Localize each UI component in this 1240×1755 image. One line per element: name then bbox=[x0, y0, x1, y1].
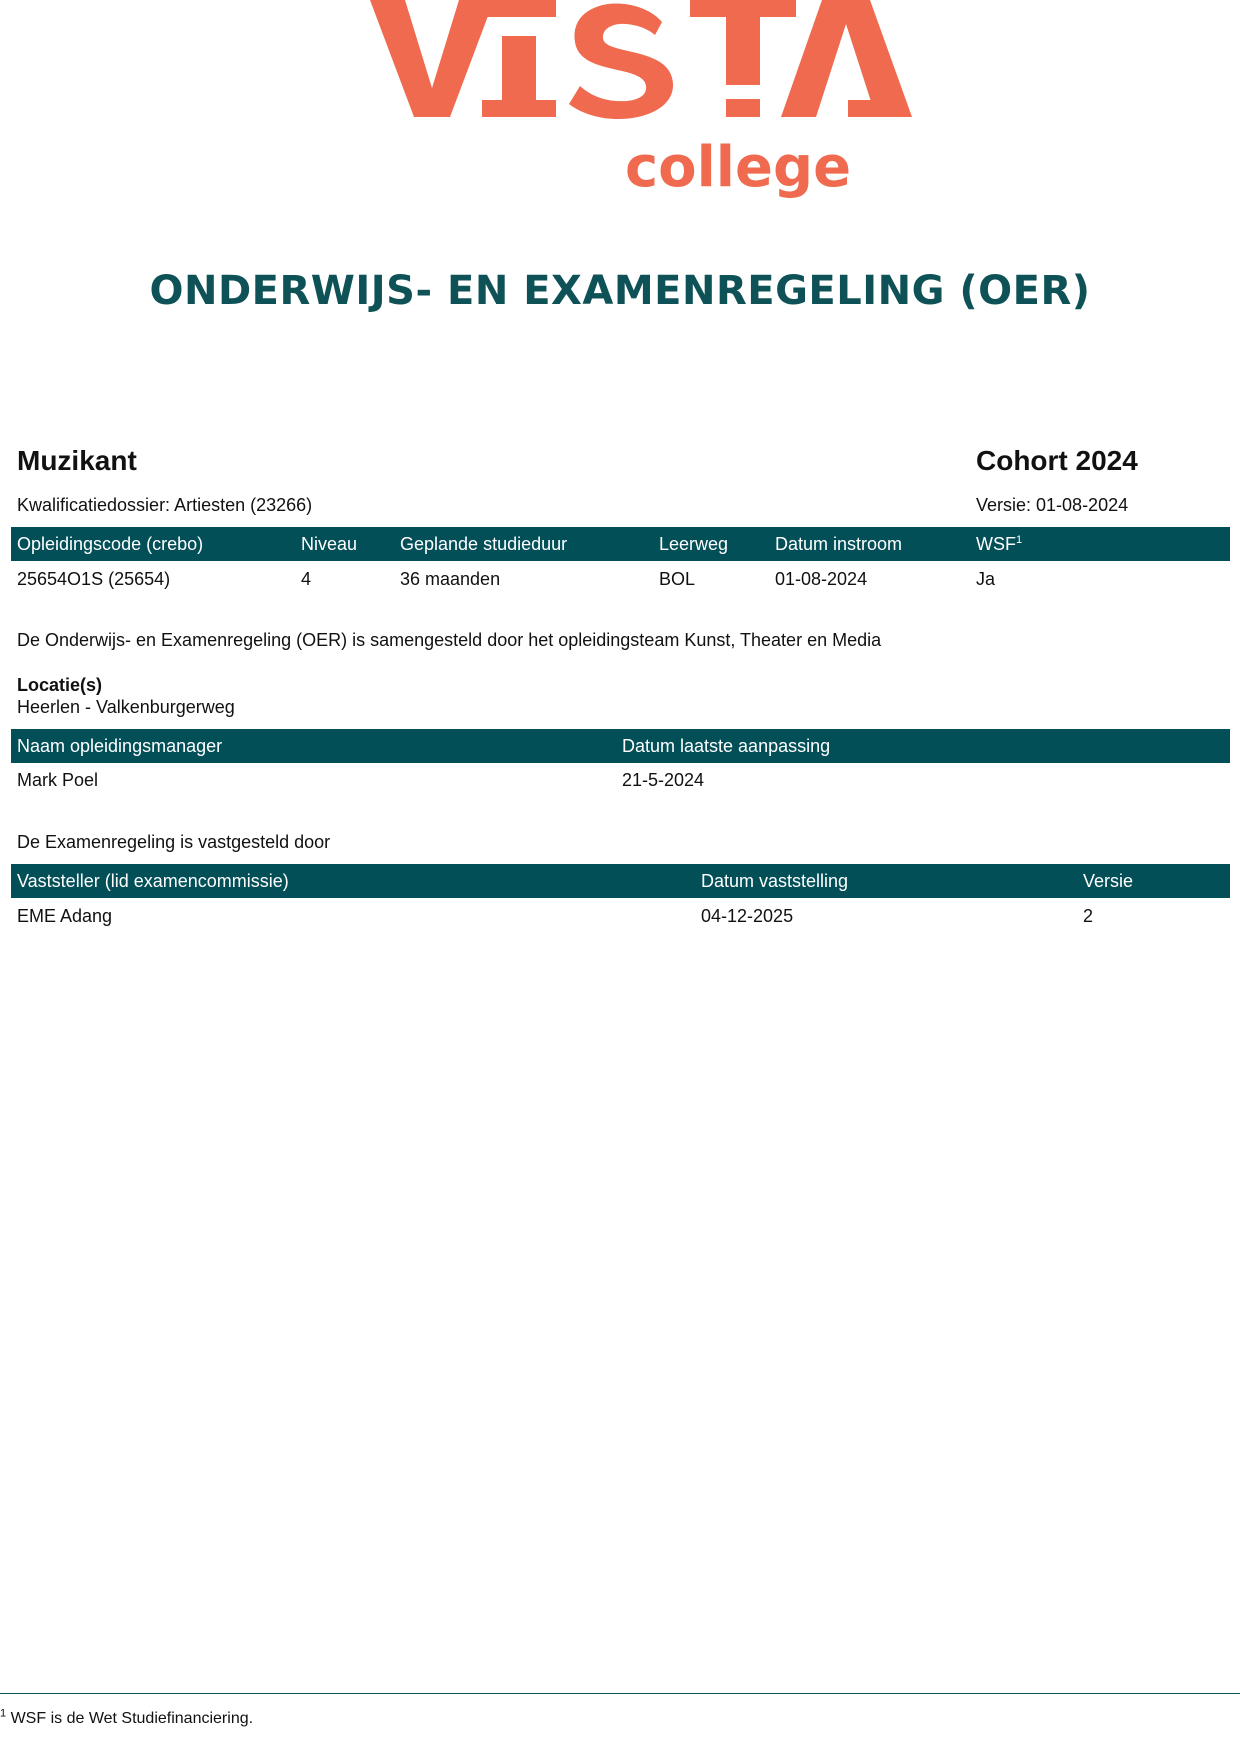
table-row bbox=[11, 766, 1230, 796]
manager-table-header bbox=[11, 729, 1230, 763]
footnote-text: WSF is de Wet Studiefinanciering. bbox=[10, 1710, 254, 1727]
footnote-number: 1 bbox=[0, 1707, 7, 1720]
cell-datum-vaststelling: 04-12-2025 bbox=[701, 906, 794, 926]
cell-opleidingsmanager: Mark Poel bbox=[17, 770, 99, 790]
document-title: ONDERWIJS- EN EXAMENREGELING (OER) bbox=[149, 268, 1091, 314]
header-versie: Versie bbox=[1083, 871, 1134, 891]
vista-college-logo bbox=[0, 0, 1240, 210]
kwalificatiedossier: Kwalificatiedossier: Artiesten (23266) bbox=[17, 495, 313, 515]
header-niveau: Niveau bbox=[301, 534, 358, 554]
header-opleidingsmanager: Naam opleidingsmanager bbox=[17, 736, 223, 756]
team-statement: De Onderwijs- en Examenregeling (OER) is samengesteld door het opleidingsteam Kunst, Theater en Media bbox=[17, 630, 882, 650]
cell-laatste-aanpassing: 21-5-2024 bbox=[622, 770, 705, 790]
footnote bbox=[0, 1707, 254, 1728]
cell-vaststeller: EME Adang bbox=[17, 906, 113, 926]
header-laatste-aanpassing: Datum laatste aanpassing bbox=[622, 736, 831, 756]
table-row bbox=[11, 902, 1230, 932]
cell-wsf: Ja bbox=[976, 569, 996, 589]
cell-niveau: 4 bbox=[301, 569, 312, 589]
header-datum-instroom: Datum instroom bbox=[775, 534, 903, 554]
cell-opleidingscode: 25654O1S (25654) bbox=[17, 569, 171, 589]
footnote-mark: 1 bbox=[1016, 534, 1023, 546]
version-date: Versie: 01-08-2024 bbox=[976, 495, 1129, 515]
cell-datum-instroom: 01-08-2024 bbox=[775, 569, 868, 589]
header-leerweg: Leerweg bbox=[659, 534, 729, 554]
exam-statement: De Examenregeling is vastgesteld door bbox=[17, 832, 331, 852]
header-vaststeller: Vaststeller (lid examencommissie) bbox=[17, 871, 289, 891]
info-table-header bbox=[11, 527, 1230, 561]
exam-table-header bbox=[11, 864, 1230, 898]
location-value: Heerlen - Valkenburgerweg bbox=[17, 697, 235, 717]
program-name: Muzikant bbox=[17, 445, 137, 476]
header-opleidingscode: Opleidingscode (crebo) bbox=[17, 534, 204, 554]
footnote-divider bbox=[0, 1693, 1240, 1694]
location-label: Locatie(s) bbox=[17, 675, 103, 695]
cohort-label: Cohort 2024 bbox=[976, 445, 1138, 476]
header-wsf: WSF$^1$ bbox=[976, 534, 1023, 554]
cell-versie: 2 bbox=[1083, 906, 1094, 926]
cell-leerweg: BOL bbox=[659, 569, 696, 589]
header-studieduur: Geplande studieduur bbox=[400, 534, 568, 554]
svg-text:college: college bbox=[624, 135, 852, 200]
table-row bbox=[11, 565, 1230, 595]
header-datum-vaststelling: Datum vaststelling bbox=[701, 871, 849, 891]
cell-studieduur: 36 maanden bbox=[400, 569, 501, 589]
